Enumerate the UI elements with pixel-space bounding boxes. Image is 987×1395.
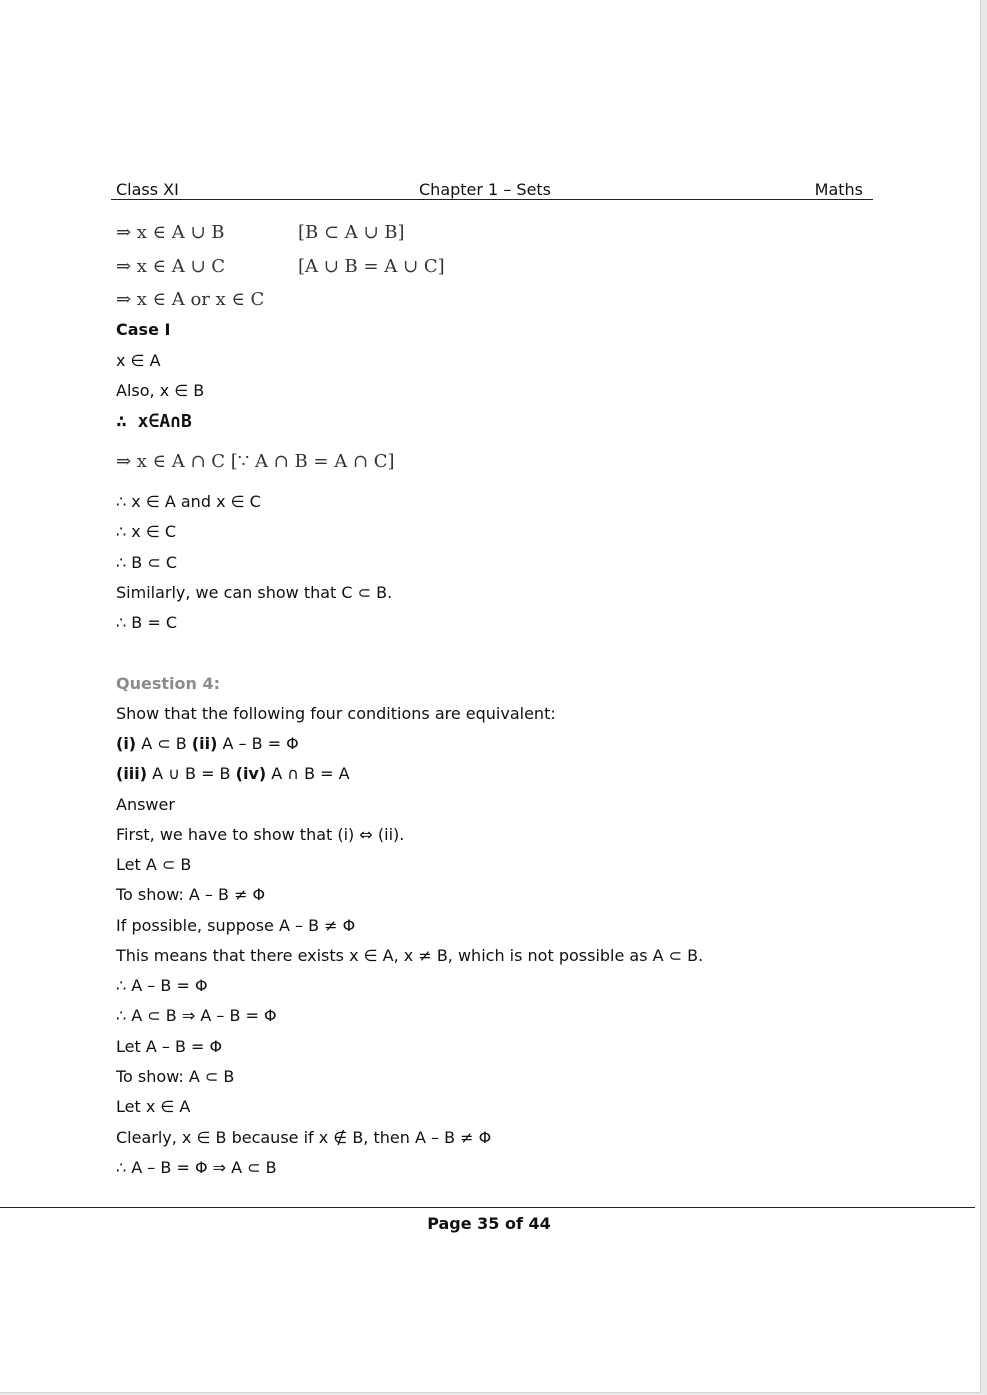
footer-divider (0, 1207, 975, 1208)
case-line: ∴ x ∈ A and x ∈ C (116, 492, 261, 511)
answer-line: First, we have to show that (i) ⇔ (ii). (116, 825, 405, 844)
answer-line: Let A – B = Φ (116, 1037, 223, 1056)
math-line-3 (116, 290, 264, 310)
answer-label: Answer (116, 795, 175, 814)
case-line: ∴ B = C (116, 613, 177, 632)
case-line: ⇒ x ∈ A ∩ C [∵ A ∩ B = A ∩ C] (116, 451, 395, 472)
math-line-2-right: [A ∪ B = A ∪ C] (298, 256, 445, 277)
question-text: Show that the following four conditions are equivalent: (116, 704, 556, 723)
case-line: ∴ x ∈ C (116, 522, 177, 541)
math-line-1-left: ⇒ x ∈ A ∪ B (116, 222, 225, 243)
condition-label: (ii) (191, 734, 218, 753)
answer-line: Clearly, x ∈ B because if x ∉ B, then A – B ≠ Φ (116, 1128, 492, 1147)
answer-line: This means that there exists x ∈ A, x ≠ B, which is not possible as A ⊂ B. (116, 946, 704, 965)
page-header (111, 178, 873, 200)
question-title: Question 4: (116, 674, 220, 693)
answer-line: To show: A ⊂ B (116, 1067, 235, 1086)
condition-expr: A ⊂ B (141, 734, 187, 753)
page-number: Page 35 of 44 (427, 1214, 551, 1233)
condition-label: (iii) (116, 764, 148, 783)
condition-expr: A ∩ B = A (271, 764, 350, 783)
math-line-1 (116, 222, 405, 243)
case-line: ∴ B ⊂ C (116, 553, 177, 572)
math-line-2 (116, 256, 445, 277)
condition-label: (i) (116, 734, 137, 753)
question-conditions-row-1 (116, 734, 299, 754)
case-line: x ∈ A (116, 351, 161, 370)
answer-line: ∴ A ⊂ B ⇒ A – B = Φ (116, 1006, 277, 1025)
condition-expr: A ∪ B = B (152, 764, 231, 783)
answer-line: To show: A – B ≠ Φ (116, 885, 266, 904)
header-class: Class XI (116, 180, 179, 199)
case-line: Similarly, we can show that C ⊂ B. (116, 583, 393, 602)
header-chapter: Chapter 1 – Sets (419, 180, 552, 199)
question-conditions-row-2 (116, 764, 350, 784)
case-title: Case I (116, 320, 171, 339)
answer-line: ∴ A – B = Φ (116, 976, 208, 995)
condition-expr: A – B = Φ (222, 734, 299, 753)
case-line: ∴ x∈A∩B (116, 411, 192, 432)
case-line: Also, x ∈ B (116, 381, 205, 400)
math-line-2-left: ⇒ x ∈ A ∪ C (116, 256, 226, 277)
math-line-3-left: ⇒ x ∈ A or x ∈ C (116, 289, 265, 310)
math-line-1-right: [B ⊂ A ∪ B] (298, 222, 405, 243)
condition-label: (iv) (235, 764, 267, 783)
header-subject: Maths (814, 180, 863, 199)
answer-line: ∴ A – B = Φ ⇒ A ⊂ B (116, 1158, 277, 1177)
answer-line: If possible, suppose A – B ≠ Φ (116, 916, 356, 935)
answer-line: Let x ∈ A (116, 1097, 191, 1116)
answer-line: Let A ⊂ B (116, 855, 192, 874)
